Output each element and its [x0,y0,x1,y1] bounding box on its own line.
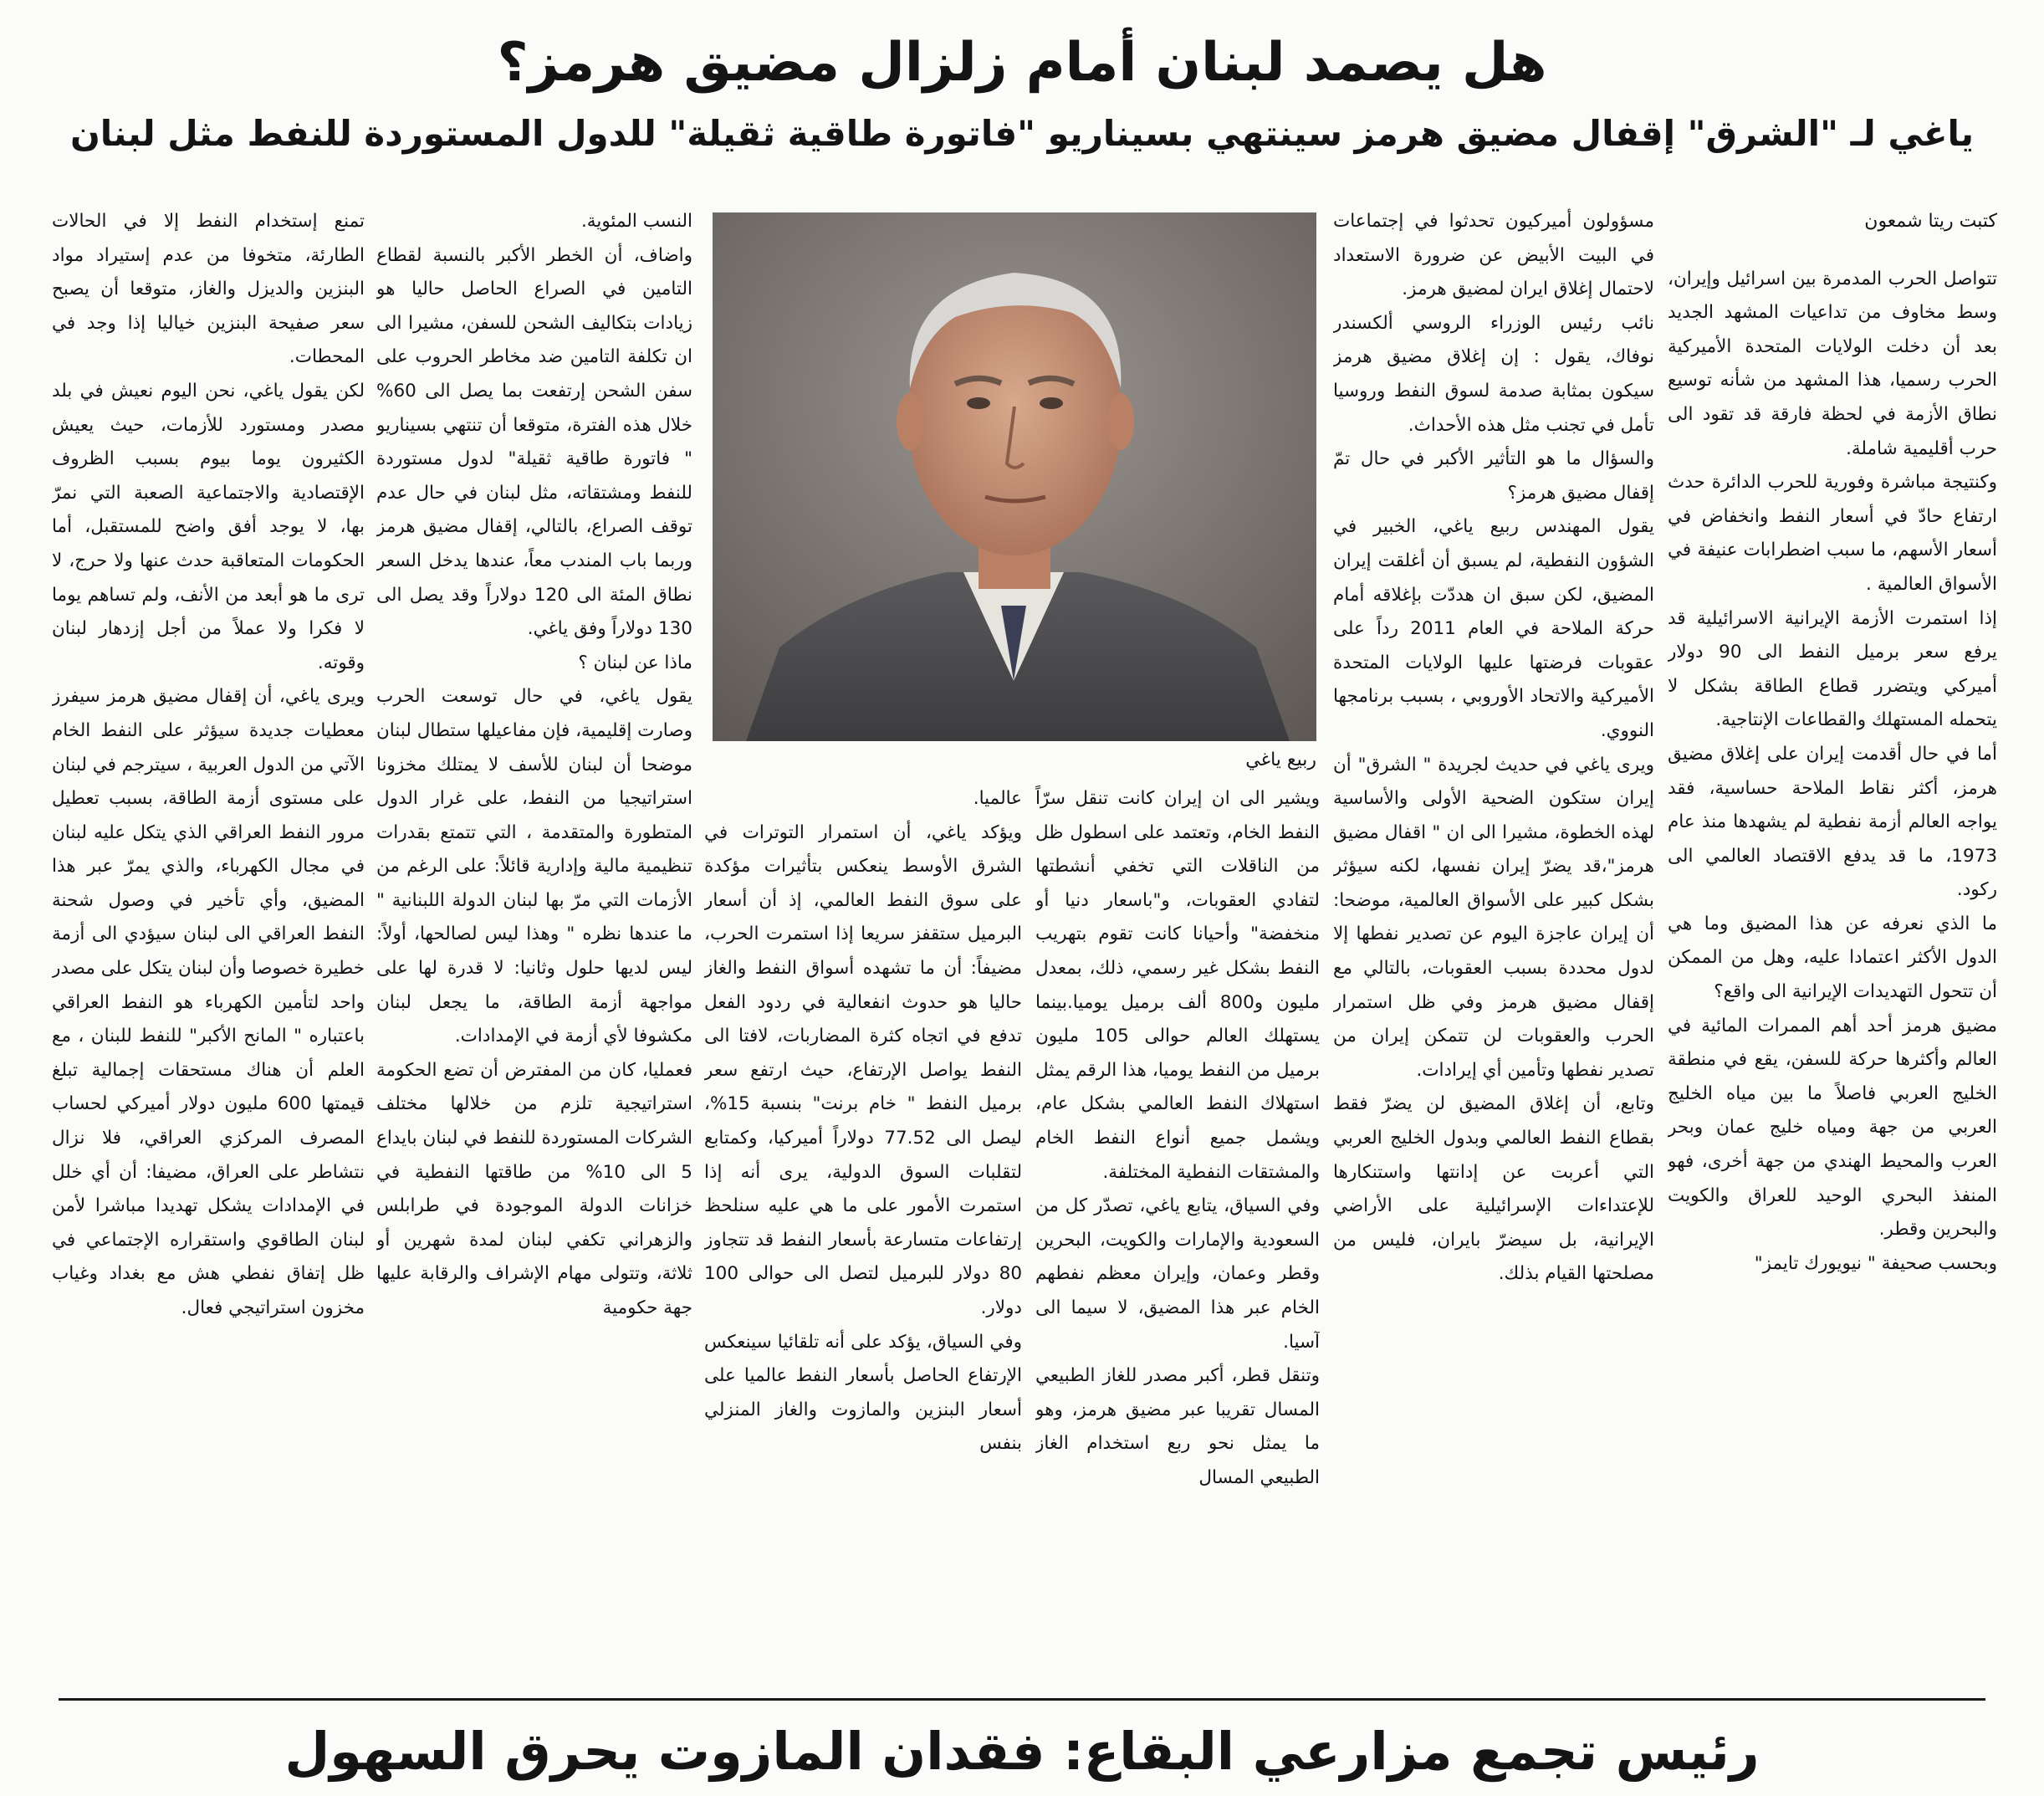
subheadline: ياغي لـ "الشرق" إقفال مضيق هرمز سينتهي بسيناريو "فاتورة طاقية ثقيلة" للدول المستوردة للنفط مثل لبنان [69,113,1975,154]
article-column-6 [52,205,365,1669]
article-column-4 [704,782,1022,1669]
paragraph: وفي السياق، يؤكد على أنه تلقائيا سينعكس الإرتفاع الحاصل بأسعار النفط عالميا على أسعار البنزين والمازوت والغاز المنزلي بنفس [704,1331,1022,1455]
paragraph: ويرى ياغي في حديث لجريدة " الشرق" أن إيران ستكون الضحية الأولى والأساسية لهذه الخطوة، مشيرا الى ان " اقفال مضيق هرمز"،قد يضرّ إيران نفسها، لكنه سيؤثر بشكل كبير على الأسواق العالمية، موضحا: أن إيران عاجزة اليوم عن تصدير نفطها إلا لدول محددة بسبب العقوبات، بالتالي مع إقفال مضيق هرمز وفي ظل استمرار الحرب والعقوبات لن تتمكن إيران من تصدير نفطها وتأمين أي إيرادات. [1333,754,1654,1081]
paragraph: وكنتيجة مباشرة وفورية للحرب الدائرة حدث ارتفاع حادّ في أسعار النفط وانخفاض في أسعار الأسهم، ما سبب اضطرابات عنيفة في الأسواق العالمية . [1668,472,1997,595]
headline: هل يصمد لبنان أمام زلزال مضيق هرمز؟ [497,32,1547,94]
portrait-illustration [713,212,1316,741]
paragraph: ويشير الى ان إيران كانت تنقل سرّاً النفط الخام، وتعتمد على اسطول ظل من الناقلات التي تخفي أنشطتها لتفادي العقوبات، و"باسعار دنيا أو منخفضة" وأحيانا كانت تقوم بتهريب النفط بشكل غير رسمي، ذلك، بمعدل مليون و800 ألف برميل يوميا.بينما يستهلك العالم حوالى 105 مليون برميل من النفط يوميا، هذا الرقم يمثل استهلاك النفط العالمي بشكل عام، ويشمل جميع أنواع النفط الخام والمشتقات النفطية المختلفة. [1035,788,1320,1183]
section-divider [59,1698,1985,1701]
paragraph: فعمليا، كان من المفترض أن تضع الحكومة استراتيجية تلزم من خلالها مختلف الشركات المستوردة للنفط في لبنان بايداع 5 الى 10% من طاقتها النفطية في خزانات الدولة الموجودة في طرابلس والزهراني تكفي لبنان لمدة شهرين أو ثلاثة، وتتولى مهام الإشراف والرقابة عليها جهة حكومية [376,1059,692,1318]
paragraph: يقول المهندس ربيع ياغي، الخبير في الشؤون النفطية، لم يسبق أن أغلقت إيران المضيق، لكن سبق ان هددّت بإغلاقه أمام حركة الملاحة في العام 2011 رداً على عقوبات فرضتها عليها الولايات المتحدة الأميركية والاتحاد الأوروبي ، بسبب برنامجها النووي. [1333,516,1654,741]
next-article-headline: رئيس تجمع مزارعي البقاع: فقدان المازوت يحرق السهول [284,1721,1760,1782]
portrait-photo [713,212,1316,741]
paragraph: وبحسب صحيفة " نيويورك تايمز" [1754,1252,1997,1274]
paragraph: مسؤولون أميركيون تحدثوا في إجتماعات في البيت الأبيض عن ضرورة الاستعداد لاحتمال إغلاق ايران لمضيق هرمز. [1333,211,1654,300]
paragraph: وفي السياق، يتابع ياغي، تصدّر كل من السعودية والإمارات والكويت، البحرين وقطر وعمان، وإيران معظم نفطهم الخام عبر هذا المضيق، لا سيما الى آسيا. [1035,1195,1320,1353]
paragraph: يقول ياغي، في حال توسعت الحرب وصارت إقليمية، فإن مفاعيلها ستطال لبنان موضحا أن لبنان للأسف لا يمتلك مخزونا استراتيجيا من النفط، على غرار الدول المتطورة والمتقدمة ، التي تتمتع بقدرات تنظيمية مالية وإدارية قائلاً: على الرغم من الأزمات التي مرّ بها لبنان الدولة اللبنانية " ما عندها نظره " وهذا ليس لصالحها، أولاً: ليس لديها حلول وثانيا: لا قدرة لها على مواجهة أزمة الطاقة، ما يجعل لبنان مكشوفا لأي أزمة في الإمدادات. [376,686,692,1047]
photo-caption: ربيع ياغي [1245,750,1316,770]
paragraph: وتابع، أن إغلاق المضيق لن يضرّ فقط بقطاع النفط العالمي وبدول الخليج العربي التي أعربت عن إدانتها واستنكارها للإعتداءات الإسرائيلية على الأراضي الإيرانية، بل سيضرّ بايران، فليس من مصلحتها القيام بذلك. [1333,1093,1654,1285]
paragraph: مضيق هرمز أحد أهم الممرات المائية في العالم وأكثرها حركة للسفن، يقع في منطقة الخليج العربي فاصلاً ما بين مياه الخليج العربي من جهة ومياه خليج عمان وبحر العرب والمحيط الهندي من جهة أخرى، فهو المنفذ البحري الوحيد للعراق والكويت والبحرين وقطر. [1668,1015,1997,1241]
article-column-5 [376,205,692,1669]
paragraph: تمنع إستخدام النفط إلا في الحالات الطارئة، متخوفا من عدم إستيراد مواد البنزين والديزل والغاز، متوقعا أن يصبح سعر صفيحة البنزين خياليا إذا وجد في المحطات. [52,211,365,368]
paragraph: ويؤكد ياغي، أن استمرار التوترات في الشرق الأوسط ينعكس بتأثيرات مؤكدة على سوق النفط العالمي، إذ أن أسعار البرميل ستقفز سريعا إذا استمرت الحرب، مضيفاً: أن ما تشهده أسواق النفط والغاز حاليا هو حدوث انفعالية في ردود الفعل تدفع في اتجاه كثرة المضاربات، لافتا الى النفط يواصل الإرتفاع، حيث ارتفع سعر برميل النفط " خام برنت" بنسبة 15%، ليصل الى 77.52 دولاراً أميركيا، وكمتابع لتقلبات السوق الدولية، يرى أنه إذا استمرت الأمور على ما هي عليه سنلحظ إرتفاعات متسارعة بأسعار النفط قد تتجاوز 80 دولار للبرميل لتصل الى حوالى 100 دولار. [704,821,1022,1318]
paragraph: النسب المئوية. [580,211,692,232]
paragraph: ويرى ياغي، أن إقفال مضيق هرمز سيفرز معطيات جديدة سيؤثر على النفط الخام الآتي من الدول العربية ، سيترجم في لبنان على مستوى أزمة الطاقة، بسبب تعطيل مرور النفط العراقي الذي يتكل عليه لبنان في مجال الكهرباء، والذي يمرّ عبر هذا المضيق، وأي تأخير في وصول شحنة النفط العراقي الى لبنان سيؤدي الى أزمة خطيرة خصوصا وأن لبنان يتكل على مصدر واحد لتأمين الكهرباء هو النفط العراقي باعتباره " المانح الأكبر" للنفط للبنان ، مع العلم أن هناك مستحقات إجمالية تبلغ قيمتها 600 مليون دولار أميركي لحساب المصرف المركزي العراقي، فلا نزال نتشاطر على العراق، مضيفا: أن أي خلل في الإمدادات يشكل تهديدا مباشرا لأمن لبنان الطاقوي واستقراره الإجتماعي في ظل إتفاق نفطي هش مع بغداد وغياب مخزون استراتيجي فعال. [52,686,365,1318]
paragraph: واضاف، أن الخطر الأكبر بالنسبة لقطاع التامين في الصراع الحاصل حاليا هو زيادات بتكاليف الشحن للسفن، مشيرا الى ان تكلفة التامين ضد مخاطر الحروب على سفن الشحن إرتفعت بما يصل الى 60% خلال هذه الفترة، متوقعا أن تنتهي بسيناريو " فاتورة طاقية ثقيلة" لدول مستوردة للنفط ومشتقاته، مثل لبنان في حال عدم توقف الصراع، بالتالي، إقفال مضيق هرمز وربما باب المندب معاً، عندها يدخل السعر نطاق المئة الى 120 دولاراً وقد يصل الى 130 دولاراً وفق ياغي. [376,244,692,640]
article-column-3 [1035,782,1320,1669]
paragraph: ماذا عن لبنان ؟ [578,652,692,673]
paragraph: والسؤال ما هو التأثير الأكبر في حال تمّ إقفال مضيق هرمز؟ [1333,448,1654,504]
paragraph: تتواصل الحرب المدمرة بين اسرائيل وإيران، وسط مخاوف من تداعيات المشهد الجديد بعد أن دخلت الولايات المتحدة الأميركية الحرب رسميا، هذا المشهد من شأنه توسيع نطاق الأزمة في لحظة فارقة قد تقود الى حرب أقليمية شاملة. [1668,268,1997,459]
paragraph: نائب رئيس الوزراء الروسي ألكسندر نوفاك، يقول : إن إغلاق مضيق هرمز سيكون بمثابة صدمة لسوق النفط وروسيا تأمل في تجنب مثل هذه الأحداث. [1333,312,1654,436]
paragraph: أما في حال أقدمت إيران على إغلاق مضيق هرمز، أكثر نقاط الملاحة حساسية، فقد يواجه العالم أزمة نفطية لم يشهدها منذ عام 1973، ما قد يدفع الاقتصاد العالمي الى ركود. [1668,743,1997,901]
paragraph: وتنقل قطر، أكبر مصدر للغاز الطبيعي المسال تقريبا عبر مضيق هرمز، وهو ما يمثل نحو ربع استخدام الغاز الطبيعي المسال [1035,1365,1320,1488]
paragraph: ما الذي نعرفه عن هذا المضيق وما هي الدول الأكثر اعتمادا عليه، وهل من الممكن أن تتحول التهديدات الإيرانية الى واقع؟ [1668,913,1997,1003]
paragraph: إذا استمرت الأزمة الإيرانية الاسرائيلية قد يرفع سعر برميل النفط الى 90 دولار أميركي ويتضرر قطاع الطاقة بشكل لا يتحمله المستهلك والقطاعات الإنتاجية. [1668,607,1997,731]
article-column-2 [1333,205,1654,1669]
byline: كتبت ريتا شمعون [1864,211,1997,232]
paragraph: عالميا. [973,788,1022,809]
article-column-1 [1668,205,1997,1669]
paragraph: لكن يقول ياغي، نحن اليوم نعيش في بلد مصدر ومستورد للأزمات، حيث يعيش الكثيرون يوما بيوم بسبب الظروف الإقتصادية والاجتماعية الصعبة التي نمرّ بها، لا يوجد أفق واضح للمستقبل، أما الحكومات المتعاقبة حدث عنها ولا حرج، لا ترى ما هو أبعد من الأنف، ولم تساهم يوما لا فكرا ولا عملاً من أجل إزدهار لبنان وقوته. [52,380,365,673]
